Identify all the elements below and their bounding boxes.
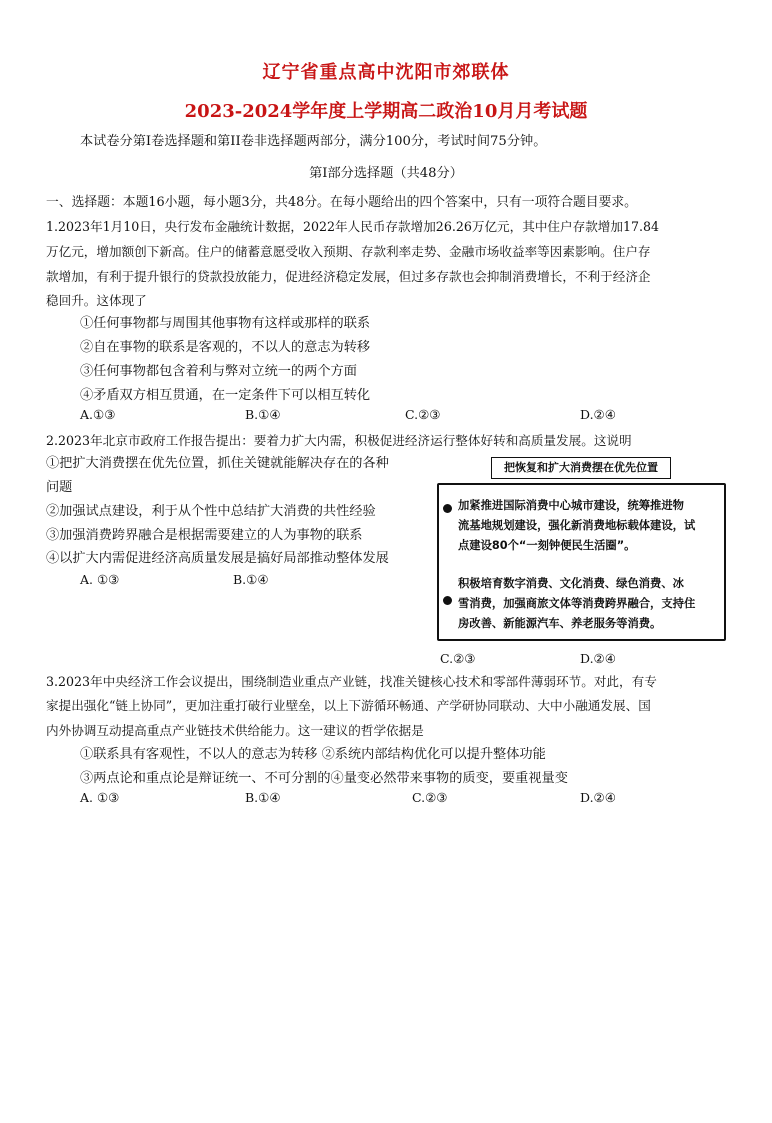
q3-items-row-1: ①联系具有客观性，不以人的意志为转移 ②系统内部结构优化可以提升整体功能: [80, 747, 546, 762]
policy-text-line: 房改善、新能源汽车、养老服务等消费。: [458, 617, 662, 630]
q2-option-b[interactable]: B.①④: [233, 572, 269, 587]
policy-text-line: 加紧推进国际消费中心城市建设，统筹推进物: [458, 499, 684, 512]
q1-item-2: ②自在事物的联系是客观的，不以人的意志为转移: [80, 340, 371, 355]
q1-stem-line: 稳回升。这体现了: [46, 293, 147, 308]
q1-item-3: ③任何事物都包含着利与弊对立统一的两个方面: [80, 364, 357, 379]
q1-option-a[interactable]: A.①③: [80, 407, 116, 422]
policy-text-line: 点建设80个“一刻钟便民生活圈”。: [458, 539, 636, 552]
q3-stem-line: 家提出强化“链上协同”，更加注重打破行业壁垒，以上下游循环畅通、产学研协同联动、大中小融通发展、国: [46, 698, 651, 713]
policy-text-line: 积极培育数字消费、文化消费、绿色消费、冰: [458, 577, 684, 590]
bullet-icon: [443, 596, 452, 605]
q2-item-4: ④以扩大内需促进经济高质量发展是搞好局部推动整体发展: [46, 551, 389, 566]
exam-title-subject: 2023-2024学年度上学期高二政治10月月考试题: [184, 101, 588, 122]
policy-excerpt-header: 把恢复和扩大消费摆在优先位置: [491, 457, 671, 479]
bullet-icon: [443, 504, 452, 513]
q2-option-a[interactable]: A. ①③: [80, 572, 120, 587]
q3-option-a[interactable]: A. ①③: [80, 790, 120, 805]
exam-intro: 本试卷分第I卷选择题和第II卷非选择题两部分，满分100分，考试时间75分钟。: [80, 134, 547, 149]
q1-option-b[interactable]: B.①④: [245, 407, 281, 422]
q3-stem-line: 3.2023年中央经济工作会议提出，围绕制造业重点产业链，找准关键核心技术和零部件薄弱环节。对此，有专: [46, 674, 657, 689]
q1-item-4: ④矛盾双方相互贯通，在一定条件下可以相互转化: [80, 388, 371, 403]
q2-item-2: ②加强试点建设，利于从个性中总结扩大消费的共性经验: [46, 504, 376, 519]
q2-option-d[interactable]: D.②④: [580, 651, 616, 666]
q2-option-c[interactable]: C.②③: [440, 651, 476, 666]
part1-title: 第I部分选择题（共48分）: [309, 166, 463, 181]
policy-text-line: 流基地规划建设，强化新消费地标载体建设，试: [458, 519, 696, 532]
q3-option-b[interactable]: B.①④: [245, 790, 281, 805]
q1-option-c[interactable]: C.②③: [405, 407, 441, 422]
q2-stem: 2.2023年北京市政府工作报告提出：要着力扩大内需，积极促进经济运行整体好转和高质量发展。这说明: [46, 433, 632, 448]
q2-item-1: ①把扩大消费摆在优先位置，抓住关键就能解决存在的各种: [46, 456, 389, 471]
q1-stem-line: 款增加，有利于提升银行的贷款投放能力，促进经济稳定发展，但过多存款也会抑制消费增长，不利于经济企: [46, 269, 651, 284]
q3-items-row-2: ③两点论和重点论是辩证统一、不可分割的④量变必然带来事物的质变，要重视量变: [80, 771, 568, 786]
q1-stem-line: 万亿元，增加额创下新高。住户的储蓄意愿受收入预期、存款利率走势、金融市场收益率等因素影响。住户存: [46, 244, 651, 259]
q1-stem-line: 1.2023年1月10日，央行发布金融统计数据，2022年人民币存款增加26.26万亿元，其中住户存款增加17.84: [46, 219, 660, 234]
policy-text-line: 雪消费，加强商旅文体等消费跨界融合，支持住: [458, 597, 696, 610]
q2-item-3: ③加强消费跨界融合是根据需要建立的人为事物的联系: [46, 528, 363, 543]
q3-option-c[interactable]: C.②③: [412, 790, 448, 805]
q3-option-d[interactable]: D.②④: [580, 790, 616, 805]
q1-item-1: ①任何事物都与周围其他事物有这样或那样的联系: [80, 316, 371, 331]
q2-item-1-cont: 问题: [46, 480, 73, 495]
q3-stem-line: 内外协调互动提高重点产业链技术供给能力。这一建议的哲学依据是: [46, 723, 424, 738]
q1-option-d[interactable]: D.②④: [580, 407, 616, 422]
section-instruction: 一、选择题：本题16小题，每小题3分，共48分。在每小题给出的四个答案中，只有一项符合题目要求。: [46, 195, 637, 210]
exam-title-school: 辽宁省重点高中沈阳市郊联体: [262, 62, 510, 83]
